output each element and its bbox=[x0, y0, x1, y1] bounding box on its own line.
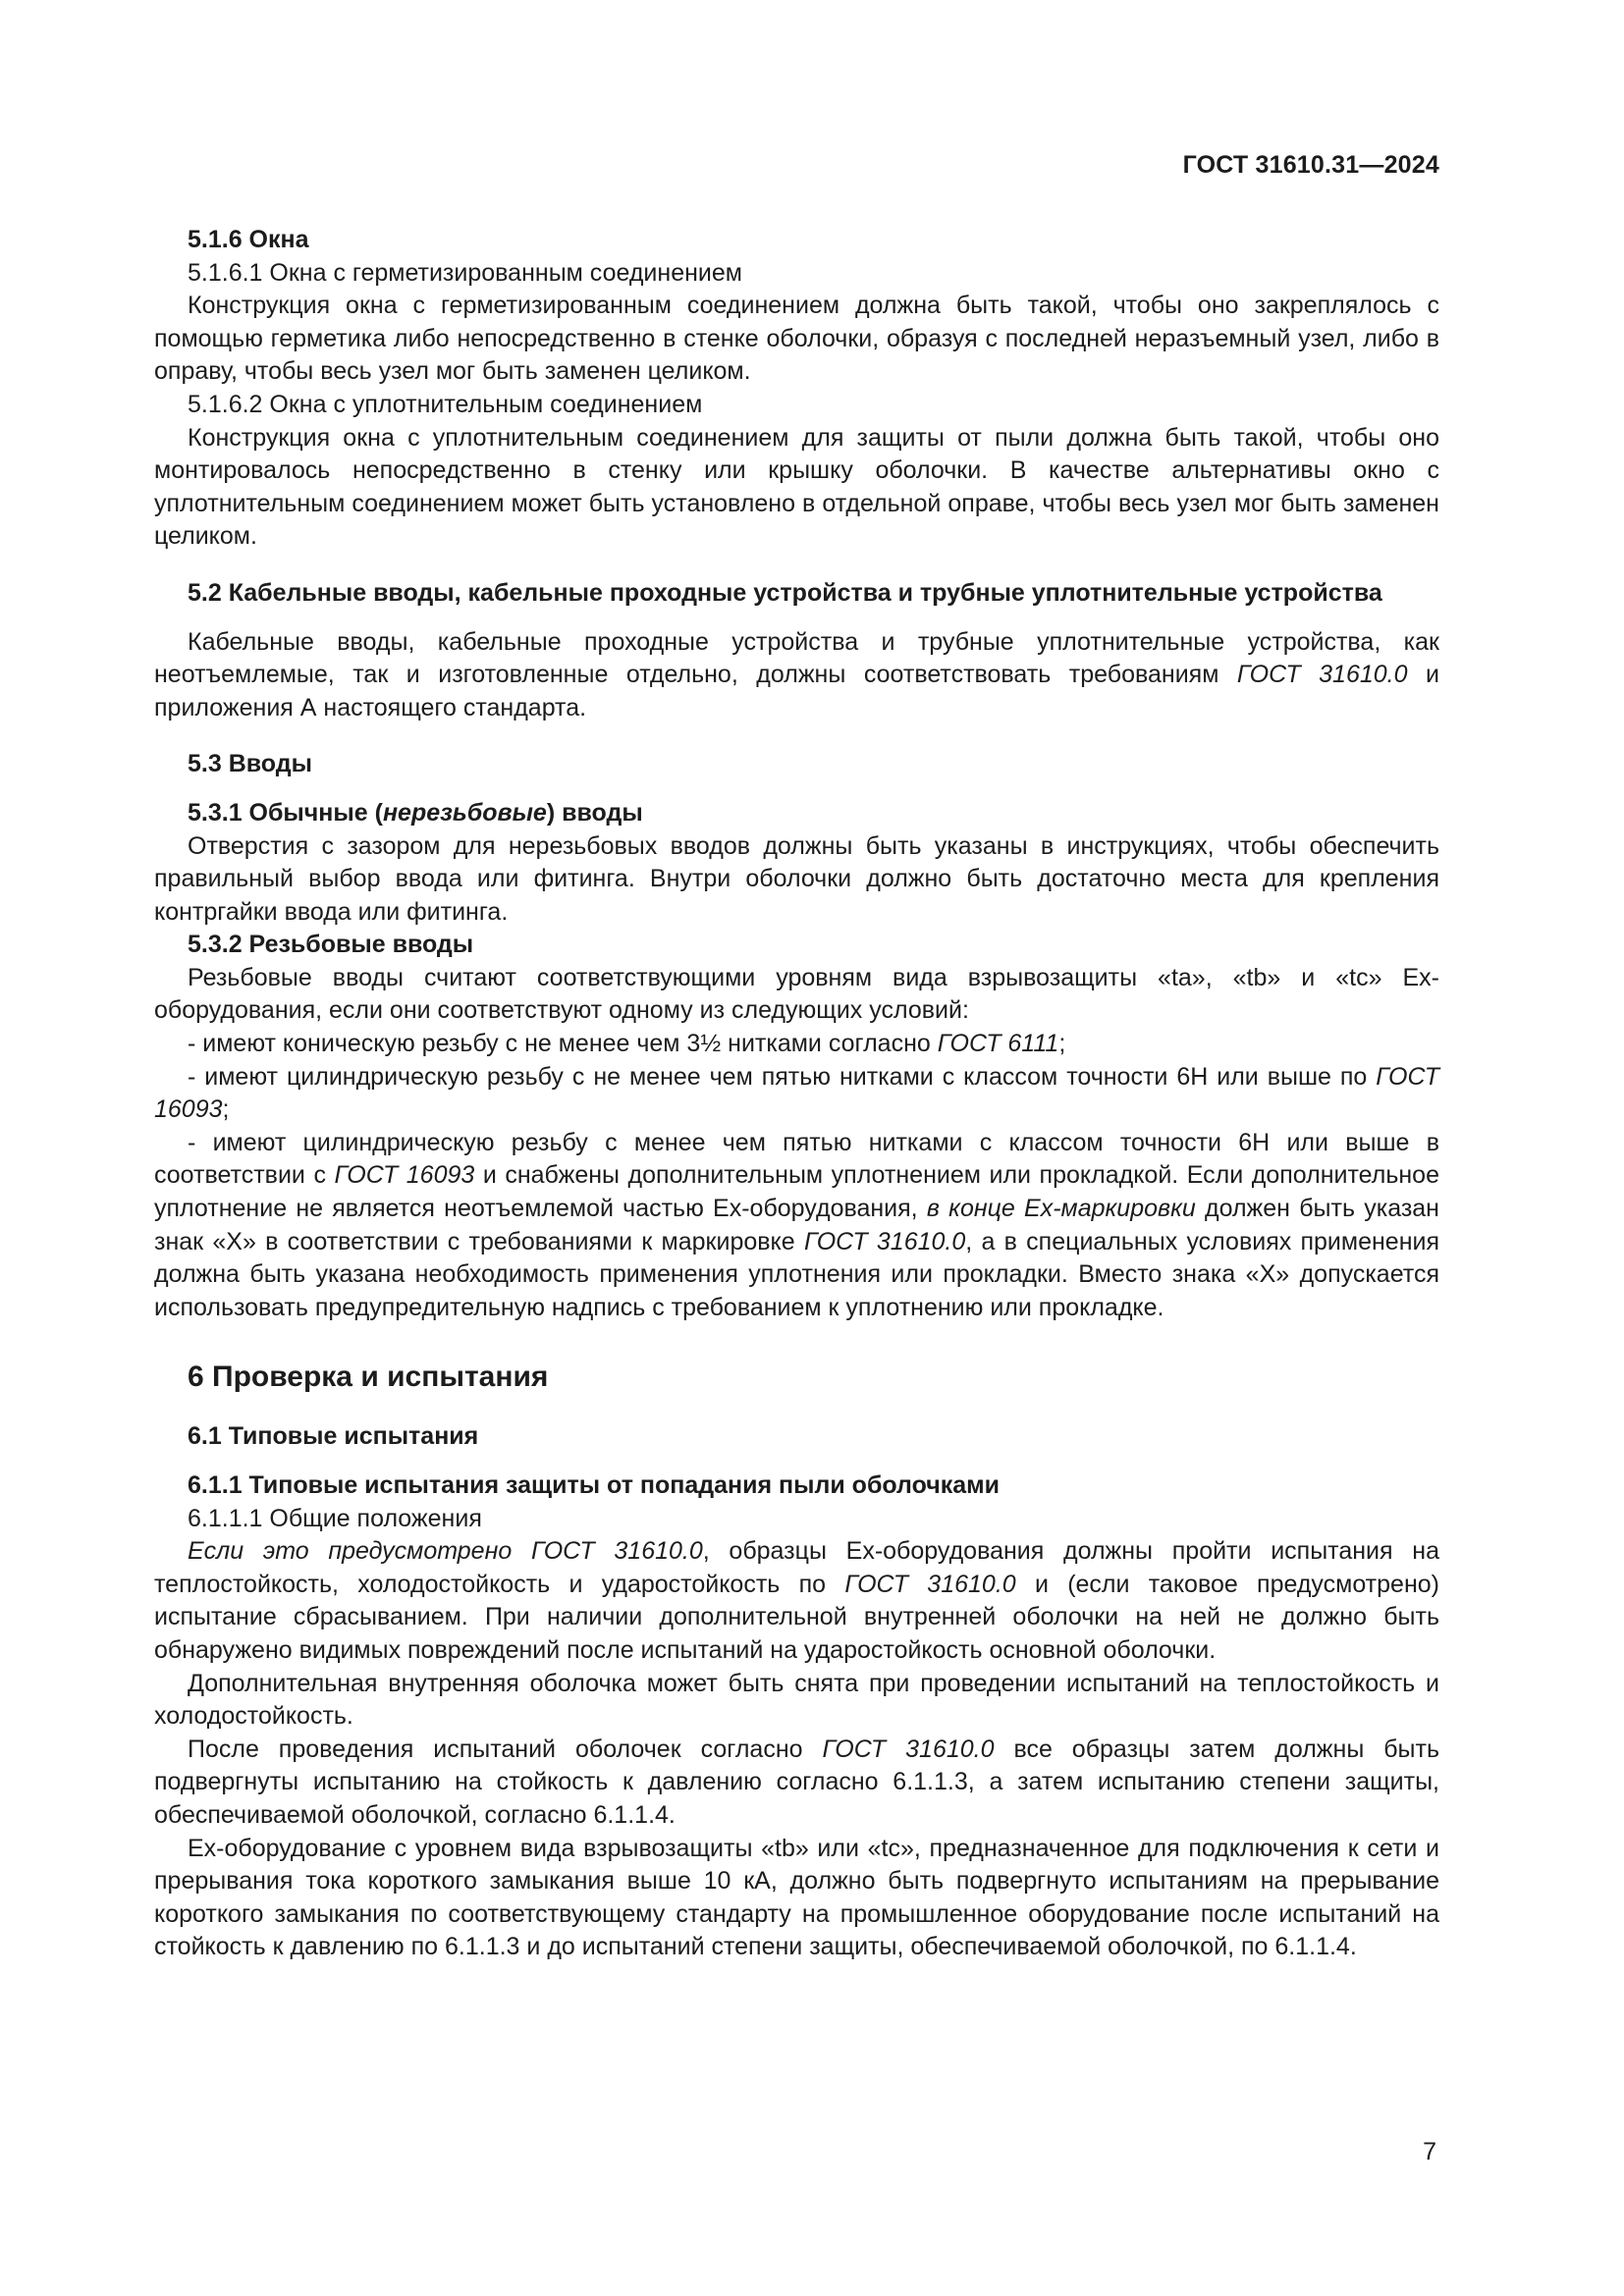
paragraph: Ex-оборудование с уровнем вида взрывозащиты «tb» или «tc», предназначенное для подключения к сети и прерывания тока короткого замыкания выше 10 кА, должно быть подвергнуто испытаниям на прерывание короткого замыкания по соответствующему стандарту на промышленное оборудование после испытаний на стойкость к давлению по 6.1.1.3 и до испытаний степени защиты, обеспечиваемой оболочкой, по 6.1.1.4. bbox=[154, 1834, 1439, 1961]
section-6-1-title: 6.1 Типовые испытания bbox=[188, 1422, 479, 1451]
section-5-2-text: Кабельные вводы, кабельные проходные устройства и трубные уплотнительные устройства, как неотъемлемые, так и изготовленные отдельно, должны соответствовать требованиям ГОСТ 31610.0 и приложения А настоящего стандарта. bbox=[154, 627, 1439, 721]
page-number: 7 bbox=[1423, 2138, 1436, 2165]
section-5-1-6-2-text: Конструкция окна с уплотнительным соединением для защиты от пыли должна быть такой, чтобы оно монтировалось непосредственно в стенку или крышку оболочки. В качестве альтернативы окно с уплотнительным соединением может быть установлено в отдельной оправе, чтобы весь узел мог быть заменен целиком. bbox=[154, 423, 1439, 551]
paragraph: После проведения испытаний оболочек согласно ГОСТ 31610.0 все образцы затем должны быть подвергнуты испытанию на стойкость к давлению согласно 6.1.1.3, а затем испытанию степени защиты, обеспечиваемой оболочкой, согласно 6.1.1.4. bbox=[154, 1735, 1439, 1829]
standard-reference: ГОСТ 31610.0 bbox=[844, 1570, 1016, 1598]
standard-reference: ГОСТ 16093 bbox=[154, 1062, 1439, 1124]
chapter-6-title: 6 Проверка и испытания bbox=[188, 1361, 549, 1394]
paragraph: Если это предусмотрено ГОСТ 31610.0, образцы Ex-оборудования должны пройти испытания на теплостойкость, холодостойкость и ударостойкость по ГОСТ 31610.0 и (если таковое предусмотрено) испытание сбрасыванием. При наличии дополнительной внутренней оболочки на ней не должно быть обнаружено видимых повреждений после испытаний на ударостойкость основной оболочки. bbox=[154, 1537, 1439, 1664]
standard-reference: ГОСТ 16093 bbox=[334, 1161, 475, 1190]
section-5-1-6-2-title: 5.1.6.2 Окна с уплотнительным соединением bbox=[188, 390, 703, 418]
section-5-2-title: 5.2 Кабельные вводы, кабельные проходные устройства и трубные уплотнительные устройства bbox=[188, 578, 1382, 607]
list-item: - имеют коническую резьбу с не менее чем 3½ нитками согласно ГОСТ 6111; bbox=[188, 1030, 1066, 1058]
document-code: ГОСТ 31610.31—2024 bbox=[1182, 151, 1439, 179]
standard-reference: ГОСТ 31610.0 bbox=[1236, 661, 1408, 689]
section-5-3-1-text: Отверстия с зазором для нерезьбовых вводов должны быть указаны в инструкциях, чтобы обеспечить правильный выбор ввода или фитинга. Внутри оболочки должно быть достаточно места для крепления контргайки ввода или фитинга. bbox=[154, 831, 1439, 926]
document-body bbox=[154, 224, 1439, 1964]
paragraph: Дополнительная внутренняя оболочка может быть снята при проведении испытаний на теплостойкость и холодостойкость. bbox=[154, 1669, 1439, 1731]
section-5-3-2-title: 5.3.2 Резьбовые вводы bbox=[188, 931, 474, 959]
section-6-1-1-1-title: 6.1.1.1 Общие положения bbox=[188, 1504, 482, 1532]
list-item: - имеют цилиндрическую резьбу с не менее чем пятью нитками с классом точности 6H или выше по ГОСТ 16093; bbox=[154, 1062, 1439, 1124]
section-5-1-6-title: 5.1.6 Окна bbox=[188, 226, 309, 253]
standard-reference: ГОСТ 31610.0 bbox=[822, 1735, 995, 1763]
section-5-3-2-text: Резьбовые вводы считают соответствующими уровням вида взрывозащиты «ta», «tb» и «tc» Ex-оборудования, если они соответствуют одному из следующих условий: bbox=[154, 963, 1439, 1025]
section-6-1-1-title: 6.1.1 Типовые испытания защиты от попадания пыли оболочками bbox=[188, 1471, 1001, 1499]
list-item: - имеют цилиндрическую резьбу с менее чем пятью нитками с классом точности 6H или выше в соответствии с ГОСТ 16093 и снабжены дополнительным уплотнением или прокладкой. Если дополнительное уплотнение не является неотъемлемой частью Ex-оборудования, в конце Ex-маркировки должен быть указан знак «X» в соответствии с требованиями к маркировке ГОСТ 31610.0, а в специальных условиях применения должна быть указана необходимость применения уплотнения или прокладки. Вместо знака «X» допускается использовать предупредительную надпись с требованием к уплотнению или прокладке. bbox=[154, 1128, 1439, 1321]
standard-reference: ГОСТ 31610.0 bbox=[803, 1227, 966, 1255]
section-5-1-6-1-title: 5.1.6.1 Окна с герметизированным соединением bbox=[188, 258, 742, 287]
standard-reference: ГОСТ 6111 bbox=[937, 1030, 1059, 1058]
section-5-3-1-title: 5.3.1 Обычные (нерезьбовые) вводы bbox=[188, 798, 643, 827]
section-5-1-6-1-text: Конструкция окна с герметизированным соединением должна быть такой, чтобы оно закреплялось с помощью герметика либо непосредственно в стенке оболочки, образуя с последней неразъемный узел, либо в оправу, чтобы весь узел мог быть заменен целиком. bbox=[154, 292, 1439, 386]
section-5-3-title: 5.3 Вводы bbox=[188, 750, 312, 778]
